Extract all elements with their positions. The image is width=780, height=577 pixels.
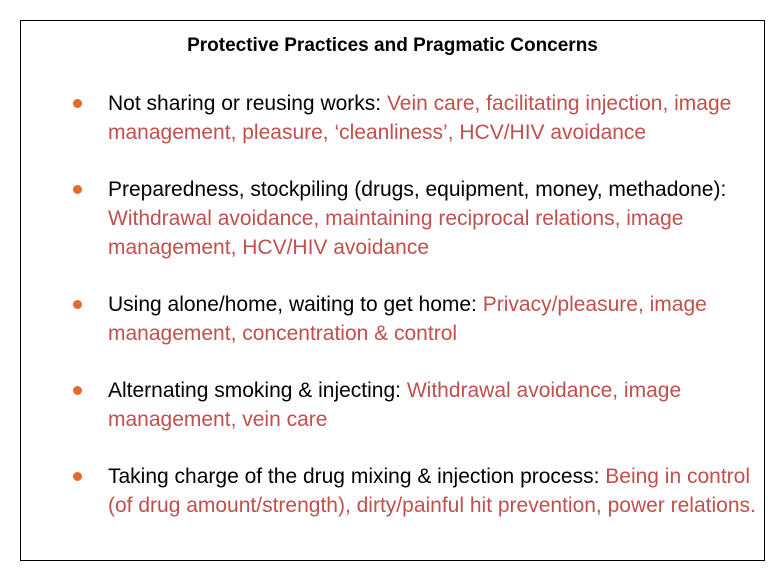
practice-text: Taking charge of the drug mixing & injection process: [108,465,606,488]
list-item [21,175,764,262]
bullet-icon [73,386,82,395]
practice-text: Preparedness, stockpiling (drugs, equipment, money, methadone): [108,178,727,201]
concern-text: Being in control (of drug amount/strength), dirty/painful hit prevention, power relations. [108,465,756,517]
bullet-icon [73,300,82,309]
list-item [21,376,764,434]
slide-title: Protective Practices and Pragmatic Concerns [187,35,598,56]
concern-text: Withdrawal avoidance, maintaining reciprocal relations, image management, HCV/HIV avoidance [108,207,684,259]
content-frame [20,20,765,561]
practice-list [21,89,764,548]
list-item [21,290,764,348]
bullet-icon [73,472,82,481]
list-item [21,89,764,147]
practice-text: Using alone/home, waiting to get home: [108,293,483,316]
concern-text: Privacy/pleasure, image management, concentration & control [108,293,707,345]
list-item [21,462,764,520]
bullet-icon [73,99,82,108]
practice-text: Alternating smoking & injecting: [108,379,407,402]
bullet-icon [73,185,82,194]
concern-text: Withdrawal avoidance, image management, vein care [108,379,682,431]
concern-text: Vein care, facilitating injection, image management, pleasure, ‘cleanliness’, HCV/HIV avoidance [108,92,732,144]
practice-text: Not sharing or reusing works: [108,92,387,115]
